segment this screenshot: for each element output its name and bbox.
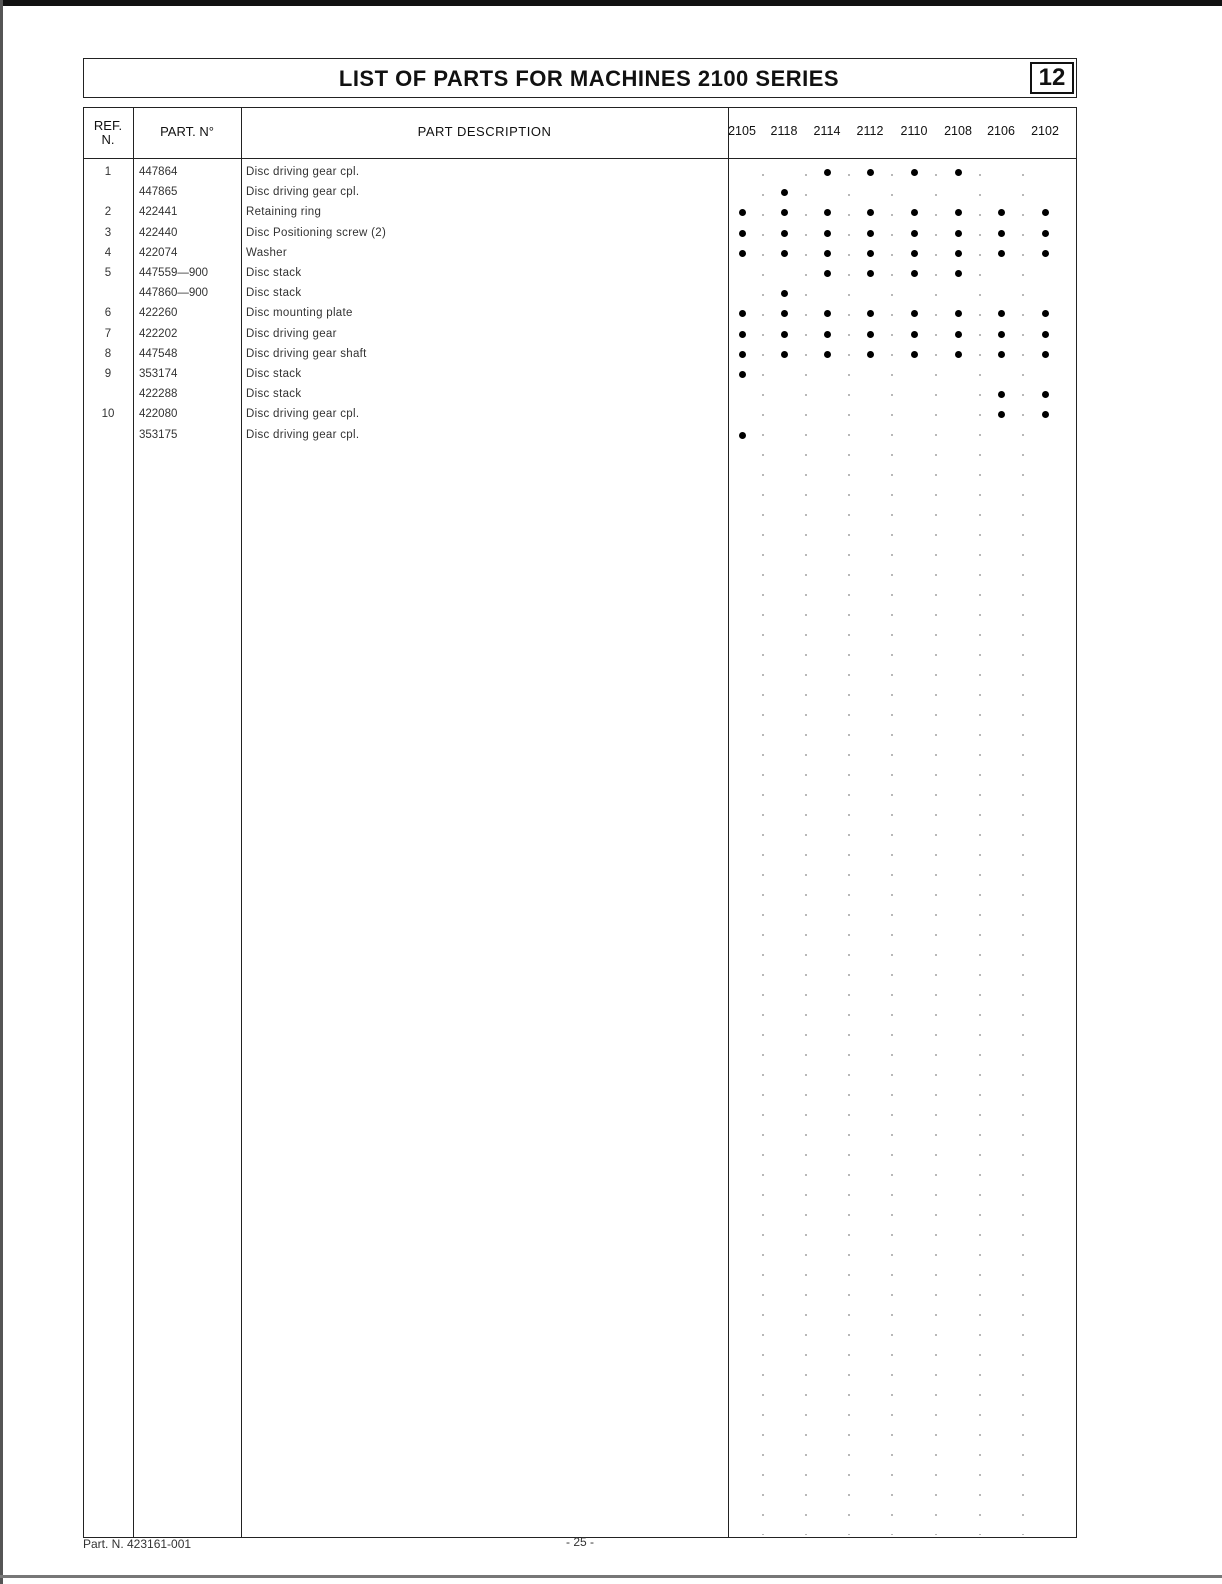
row-part-description: Washer bbox=[246, 247, 287, 259]
row-ref-number: 7 bbox=[104, 328, 112, 340]
applicability-dot bbox=[998, 230, 1005, 237]
applicability-dot bbox=[781, 310, 788, 317]
row-part-description: Disc stack bbox=[246, 368, 302, 380]
row-ref-number: 3 bbox=[104, 227, 112, 239]
row-part-number: 422260 bbox=[139, 307, 178, 319]
machine-header-2: 2114 bbox=[813, 124, 841, 138]
applicability-dot bbox=[824, 331, 831, 338]
dotted-guide-5 bbox=[979, 165, 981, 1535]
top-border-rule bbox=[0, 0, 1222, 6]
applicability-dot bbox=[739, 230, 746, 237]
applicability-dot bbox=[1042, 209, 1049, 216]
machine-header-3: 2112 bbox=[856, 124, 884, 138]
row-part-description: Disc stack bbox=[246, 287, 302, 299]
applicability-dot bbox=[998, 209, 1005, 216]
header-ref-line2: N. bbox=[101, 132, 115, 147]
applicability-dot bbox=[1042, 351, 1049, 358]
parts-table-frame bbox=[83, 107, 1077, 1538]
applicability-dot bbox=[867, 230, 874, 237]
applicability-dot bbox=[955, 351, 962, 358]
row-ref-number bbox=[83, 386, 133, 402]
applicability-dot bbox=[781, 331, 788, 338]
page-title: LIST OF PARTS FOR MACHINES 2100 SERIES bbox=[338, 66, 840, 91]
dotted-guide-1 bbox=[805, 165, 807, 1535]
row-part-number: 353174 bbox=[139, 368, 178, 380]
applicability-dot bbox=[911, 250, 918, 257]
machine-header-0: 2105 bbox=[728, 124, 756, 138]
row-part-description: Disc Positioning screw (2) bbox=[246, 227, 387, 239]
applicability-dot bbox=[867, 270, 874, 277]
applicability-dot bbox=[998, 351, 1005, 358]
applicability-dot bbox=[867, 209, 874, 216]
applicability-dot bbox=[739, 250, 746, 257]
row-part-number: 447865 bbox=[139, 186, 178, 198]
dotted-guide-2 bbox=[848, 165, 850, 1535]
applicability-dot bbox=[781, 290, 788, 297]
machine-header-6: 2106 bbox=[987, 124, 1015, 138]
applicability-dot bbox=[955, 331, 962, 338]
applicability-dot bbox=[955, 209, 962, 216]
row-ref-number: 4 bbox=[104, 247, 112, 259]
applicability-dot bbox=[1042, 391, 1049, 398]
applicability-dot bbox=[1042, 230, 1049, 237]
applicability-dot bbox=[998, 391, 1005, 398]
dotted-guide-0 bbox=[762, 165, 764, 1535]
applicability-dot bbox=[998, 250, 1005, 257]
applicability-dot bbox=[867, 310, 874, 317]
applicability-dot bbox=[739, 331, 746, 338]
row-part-number: 422074 bbox=[139, 247, 178, 259]
applicability-dot bbox=[781, 230, 788, 237]
machine-header-1: 2118 bbox=[770, 124, 798, 138]
machine-header-4: 2110 bbox=[900, 124, 928, 138]
row-part-number: 422288 bbox=[139, 388, 178, 400]
footer-page-number: - 25 - bbox=[565, 1535, 594, 1549]
header-part-description: PART DESCRIPTION bbox=[417, 124, 552, 139]
dotted-guide-6 bbox=[1022, 165, 1024, 1535]
applicability-dot bbox=[911, 209, 918, 216]
applicability-dot bbox=[824, 270, 831, 277]
row-ref-number: 2 bbox=[104, 206, 112, 218]
title-box bbox=[83, 58, 1077, 98]
applicability-dot bbox=[911, 331, 918, 338]
column-divider-ref bbox=[133, 107, 134, 1538]
footer-part-number: Part. N. 423161-001 bbox=[83, 1537, 192, 1551]
header-ref bbox=[83, 119, 133, 147]
header-ref-line1: REF. bbox=[93, 118, 123, 133]
applicability-dot bbox=[781, 189, 788, 196]
column-divider-part bbox=[241, 107, 242, 1538]
applicability-dot bbox=[1042, 310, 1049, 317]
header-divider bbox=[83, 158, 1077, 159]
row-part-number: 422440 bbox=[139, 227, 178, 239]
row-part-description: Disc driving gear cpl. bbox=[246, 429, 360, 441]
row-ref-number bbox=[83, 285, 133, 301]
row-part-description: Retaining ring bbox=[246, 206, 322, 218]
applicability-dot bbox=[955, 270, 962, 277]
left-border-rule bbox=[0, 0, 3, 1584]
column-divider-description bbox=[728, 107, 729, 1538]
applicability-dot bbox=[781, 250, 788, 257]
bottom-border-rule bbox=[0, 1575, 1222, 1578]
applicability-dot bbox=[1042, 331, 1049, 338]
row-ref-number bbox=[83, 427, 133, 443]
applicability-dot bbox=[911, 351, 918, 358]
dotted-guide-4 bbox=[935, 165, 937, 1535]
row-part-number: 447864 bbox=[139, 166, 178, 178]
row-ref-number: 6 bbox=[104, 307, 112, 319]
row-ref-number: 10 bbox=[101, 408, 115, 420]
applicability-dot bbox=[998, 331, 1005, 338]
applicability-dot bbox=[998, 310, 1005, 317]
row-part-number: 422202 bbox=[139, 328, 178, 340]
page-number-badge: 12 bbox=[1030, 62, 1074, 94]
row-ref-number: 9 bbox=[104, 368, 112, 380]
applicability-dot bbox=[955, 310, 962, 317]
applicability-dot bbox=[781, 351, 788, 358]
row-part-number: 353175 bbox=[139, 429, 178, 441]
row-part-description: Disc driving gear cpl. bbox=[246, 408, 360, 420]
applicability-dot bbox=[911, 230, 918, 237]
row-part-description: Disc stack bbox=[246, 267, 302, 279]
applicability-dot bbox=[739, 310, 746, 317]
row-ref-number: 5 bbox=[104, 267, 112, 279]
applicability-dot bbox=[998, 411, 1005, 418]
header-part-number: PART. N° bbox=[160, 124, 214, 139]
row-ref-number: 8 bbox=[104, 348, 112, 360]
machine-header-5: 2108 bbox=[944, 124, 972, 138]
applicability-dot bbox=[824, 209, 831, 216]
row-part-number: 422441 bbox=[139, 206, 178, 218]
applicability-dot bbox=[739, 209, 746, 216]
applicability-dot bbox=[911, 169, 918, 176]
row-part-number: 447860—900 bbox=[139, 287, 209, 299]
row-part-description: Disc stack bbox=[246, 388, 302, 400]
applicability-dot bbox=[824, 169, 831, 176]
applicability-dot bbox=[867, 331, 874, 338]
row-part-description: Disc driving gear shaft bbox=[246, 348, 367, 360]
applicability-dot bbox=[867, 169, 874, 176]
applicability-dot bbox=[824, 230, 831, 237]
row-ref-number: 1 bbox=[104, 166, 112, 178]
applicability-dot bbox=[824, 310, 831, 317]
row-ref-number bbox=[83, 184, 133, 200]
applicability-dot bbox=[911, 310, 918, 317]
applicability-dot bbox=[911, 270, 918, 277]
applicability-dot bbox=[955, 250, 962, 257]
applicability-dot bbox=[739, 371, 746, 378]
applicability-dot bbox=[824, 351, 831, 358]
applicability-dot bbox=[739, 351, 746, 358]
row-part-description: Disc driving gear cpl. bbox=[246, 166, 360, 178]
applicability-dot bbox=[824, 250, 831, 257]
row-part-description: Disc mounting plate bbox=[246, 307, 353, 319]
row-part-description: Disc driving gear bbox=[246, 328, 337, 340]
applicability-dot bbox=[739, 432, 746, 439]
row-part-description: Disc driving gear cpl. bbox=[246, 186, 360, 198]
machine-header-7: 2102 bbox=[1031, 124, 1059, 138]
applicability-dot bbox=[955, 230, 962, 237]
applicability-dot bbox=[955, 169, 962, 176]
dotted-guide-3 bbox=[891, 165, 893, 1535]
applicability-dot bbox=[1042, 250, 1049, 257]
row-part-number: 422080 bbox=[139, 408, 178, 420]
applicability-dot bbox=[867, 250, 874, 257]
row-part-number: 447548 bbox=[139, 348, 178, 360]
applicability-dot bbox=[781, 209, 788, 216]
applicability-dot bbox=[867, 351, 874, 358]
applicability-dot bbox=[1042, 411, 1049, 418]
row-part-number: 447559—900 bbox=[139, 267, 209, 279]
